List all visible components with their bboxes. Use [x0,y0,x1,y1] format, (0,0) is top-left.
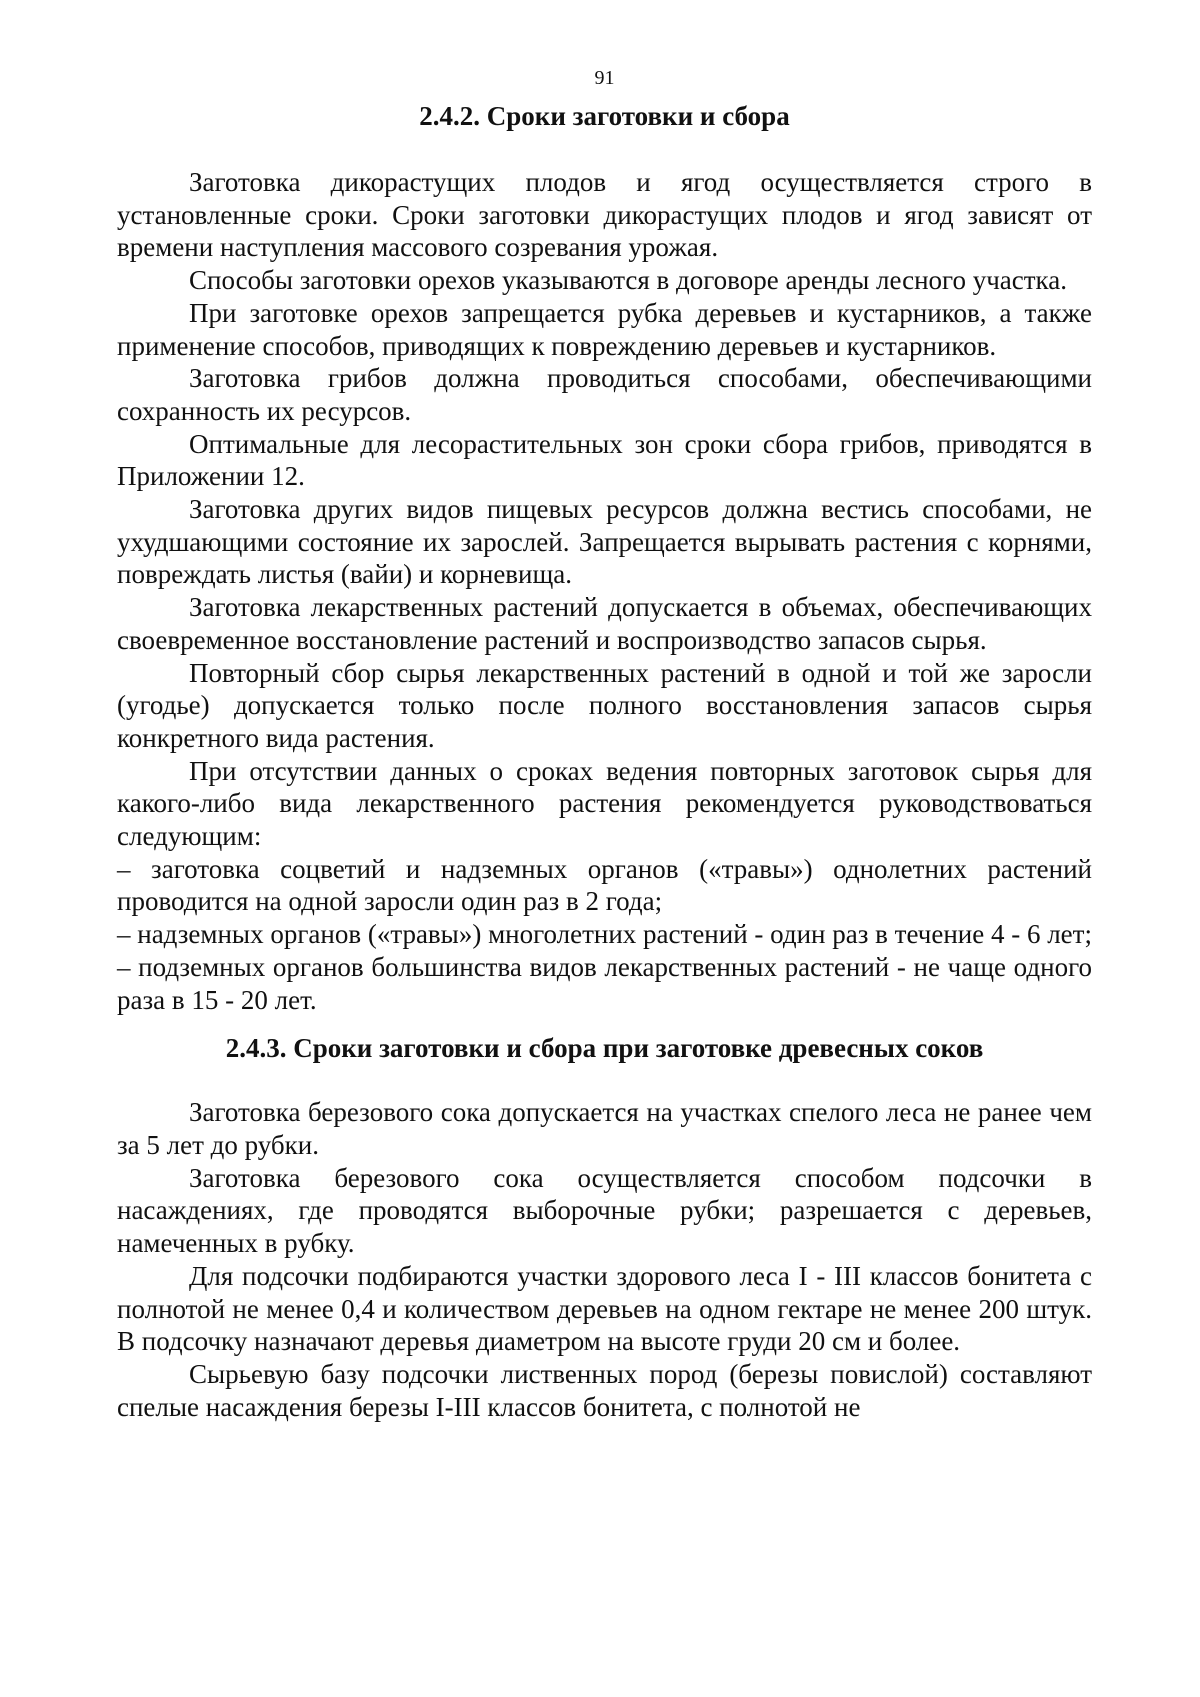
paragraph: Заготовка березового сока допускается на участках спелого леса не ранее чем за 5 лет до рубки. [117,1097,1092,1160]
paragraph: При отсутствии данных о сроках ведения повторных заготовок сырья для какого-либо вида лекарственного растения рекомендуется руководствоваться следующим: [117,755,1092,852]
section-heading-2-4-3: 2.4.3. Сроки заготовки и сбора при заготовке древесных соков [225,1033,984,1064]
document-page [117,66,1092,1423]
paragraph: Заготовка березового сока осуществляется способом подсочки в насаждениях, где проводятся выборочные рубки; разрешается с деревьев, намеченных в рубку. [117,1162,1092,1259]
paragraph: Заготовка других видов пищевых ресурсов должна вестись способами, не ухудшающими состояние их зарослей. Запрещается вырывать растения с корнями, повреждать листья (вайи) и корневища. [117,494,1092,590]
list-item: – заготовка соцветий и надземных органов («травы») однолетних растений проводится на одной заросли один раз в 2 года; [117,853,1092,917]
paragraph: Заготовка дикорастущих плодов и ягод осуществляется строго в установленные сроки. Сроки заготовки дикорастущих плодов и ягод зависят от времени наступления массового созревания урожая. [117,167,1092,263]
paragraph: Сырьевую базу подсочки лиственных пород (березы повислой) составляют спелые насаждения березы I-III классов бонитета, с полнотой не [117,1358,1092,1422]
paragraph: При заготовке орехов запрещается рубка деревьев и кустарников, а также применение способов, приводящих к повреждению деревьев и кустарников. [117,297,1092,361]
section-heading-2-4-2: 2.4.2. Сроки заготовки и сбора [419,101,790,131]
list-item: – подземных органов большинства видов лекарственных растений - не чаще одного раза в 15 - 20 лет. [117,951,1092,1015]
paragraph: Оптимальные для лесорастительных зон сроки сбора грибов, приводятся в Приложении 12. [117,428,1092,492]
list-item: – надземных органов («травы») многолетних растений - один раз в течение 4 - 6 лет; [117,919,1092,950]
paragraph: Для подсочки подбираются участки здорового леса I - III классов бонитета с полнотой не менее 0,4 и количеством деревьев на одном гектаре не менее 200 штук. В подсочку назначают деревья диаметром на высоте груди 20 см и более. [117,1260,1092,1357]
paragraph: Заготовка лекарственных растений допускается в объемах, обеспечивающих своевременное восстановление растений и воспроизводство запасов сырья. [117,592,1092,655]
paragraph: Заготовка грибов должна проводиться способами, обеспечивающими сохранность их ресурсов. [117,363,1092,426]
page-number: 91 [594,67,615,89]
paragraph: Повторный сбор сырья лекарственных растений в одной и той же заросли (угодье) допускается только после полного восстановления запасов сырья конкретного вида растения. [117,657,1092,753]
paragraph: Способы заготовки орехов указываются в договоре аренды лесного участка. [189,265,1068,296]
